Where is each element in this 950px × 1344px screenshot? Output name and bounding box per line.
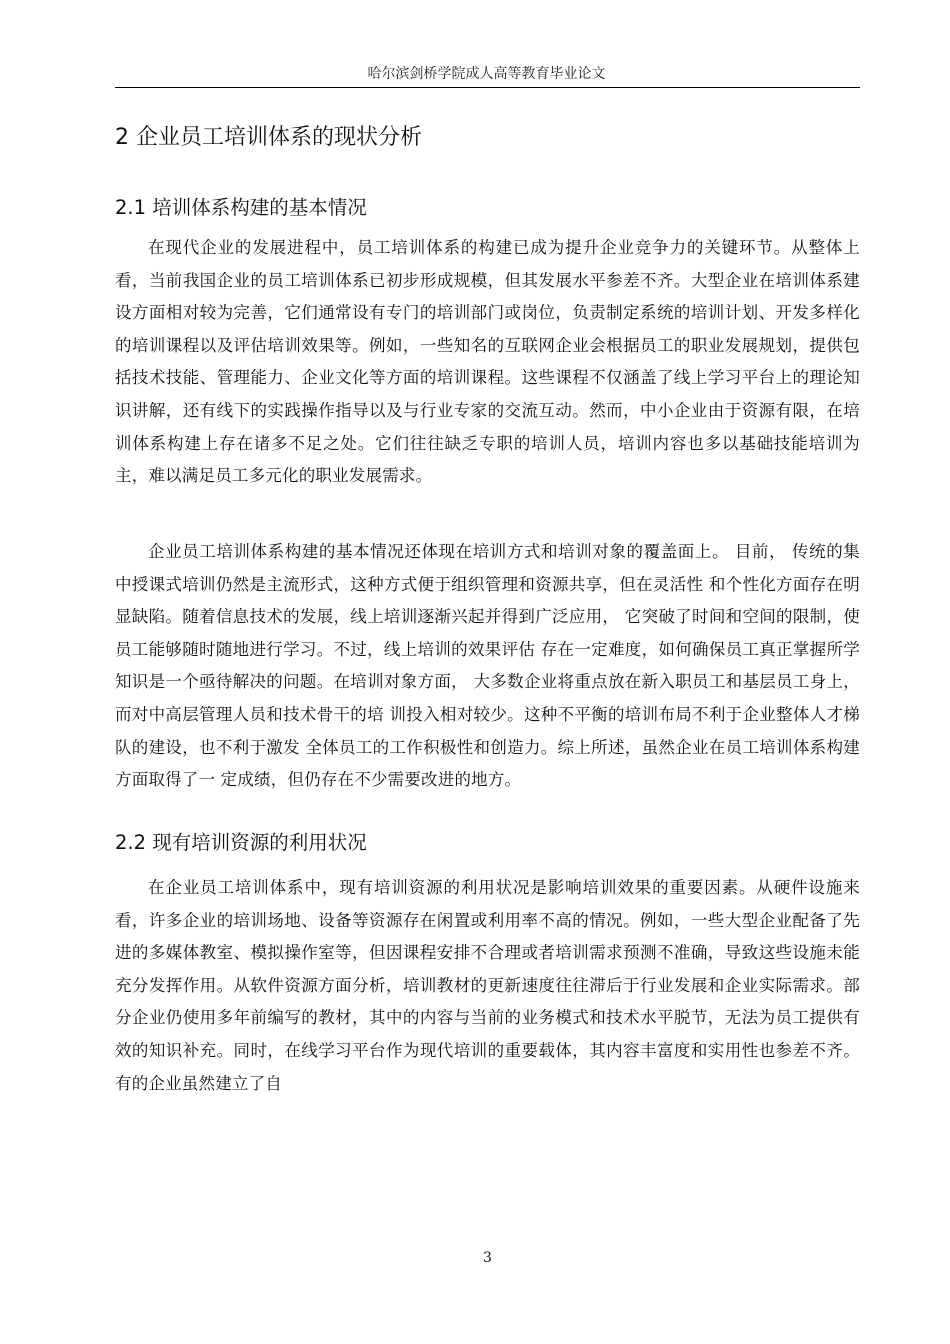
chapter-title: 2 企业员工培训体系的现状分析 — [115, 125, 422, 150]
header-rule — [115, 87, 860, 88]
running-header: 哈尔滨剑桥学院成人高等教育毕业论文 — [367, 66, 606, 82]
section-title-2-1: 2.1 培训体系构建的基本情况 — [115, 196, 367, 219]
paragraph: 在企业员工培训体系中，现有培训资源的利用状况是影响培训效果的重要因素。从硬件设施来看，许多企业的培训场地、设备等资源存在闲置或利用率不高的情况。例如，一些大型企业配备了先进的多媒体教室、模拟操作室等，但因课程安排不合理或者培训需求预测不准确，导致这些设施未能充分发挥作用。从软件资源方面分析，培训教材的更新速度往往滞后于行业发展和企业实际需求。部分企业仍使用多年前编写的教材，其中的内容与当前的业务模式和技术水平脱节，无法为员工提供有效的知识补充。同时，在线学习平台作为现代培训的重要载体，其内容丰富度和实用性也参差不齐。有的企业虽然建立了自 — [115, 878, 860, 1093]
paragraph: 在现代企业的发展进程中，员工培训体系的构建已成为提升企业竞争力的关键环节。从整体上看，当前我国企业的员工培训体系已初步形成规模，但其发展水平参差不齐。大型企业在培训体系建设方面相对较为完善，它们通常设有专门的培训部门或岗位，负责制定系统的培训计划、开发多样化的培训课程以及评估培训效果等。例如，一些知名的互联网企业会根据员工的职业发展规划，提供包括技术技能、管理能力、企业文化等方面的培训课程。这些课程不仅涵盖了线上学习平台上的理论知识讲解，还有线下的实践操作指导以及与行业专家的交流互动。然而，中小企业由于资源有限，在培训体系构建上存在诸多不足之处。它们往往缺乏专职的培训人员，培训内容也多以基础技能培训为主，难以满足员工多元化的职业发展需求。 — [115, 238, 860, 486]
section-title-2-2: 2.2 现有培训资源的利用状况 — [115, 831, 367, 854]
paragraph: 企业员工培训体系构建的基本情况还体现在培训方式和培训对象的覆盖面上。 目前， 传统的集中授课式培训仍然是主流形式，这种方式便于组织管理和资源共享，但在灵活性 和个性化方面存在明显缺陷。随着信息技术的发展，线上培训逐渐兴起并得到广泛应用， 它突破了时间和空间的限制，使员工能够随时随地进行学习。不过，线上培训的效果评估 存在一定难度，如何确保员工真正掌握所学知识是一个亟待解决的问题。在培训对象方面， 大多数企业将重点放在新入职员工和基层员工身上，而对中高层管理人员和技术骨干的培 训投入相对较少。这种不平衡的培训布局不利于企业整体人才梯队的建设，也不利于激发 全体员工的工作积极性和创造力。综上所述，虽然企业在员工培训体系构建方面取得了一 定成绩，但仍存在不少需要改进的地方。 — [115, 542, 860, 790]
page-number: 3 — [483, 1250, 492, 1266]
